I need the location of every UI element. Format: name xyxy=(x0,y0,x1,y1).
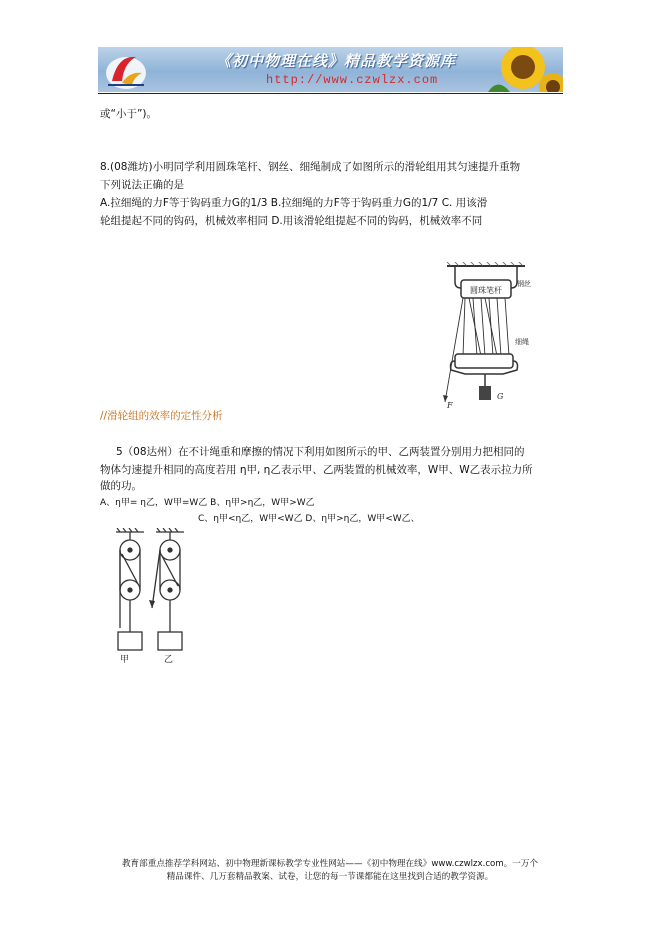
q5-stem-line2: 物体匀速提升相同的高度若用 η甲, η乙表示甲、乙两装置的机械效率，W甲、W乙表示拉力所 xyxy=(100,464,533,476)
label-jia: 甲 xyxy=(120,655,130,663)
sunflower-decoration xyxy=(488,47,563,92)
rope-strands xyxy=(463,298,509,356)
previous-answer-tail: 或“小于”)。 xyxy=(100,108,157,120)
section-heading: //滑轮组的效率的定性分析 xyxy=(100,410,223,422)
q8-options-line1: A.拉细绳的力F等于钩码重力G的1/3 B.拉细绳的力F等于钩码重力G的1/7 C. 用该滑 xyxy=(100,197,488,209)
logo-icon xyxy=(106,57,146,89)
q8-stem-line1: 8.(08潍坊)小明同学利用圆珠笔杆、钢丝、细绳制成了如图所示的滑轮组用其匀速提升重物 xyxy=(100,161,521,173)
q5-ceilings xyxy=(116,528,184,532)
pull-rope xyxy=(445,298,463,402)
banner-url: http://www.czwlzx.com xyxy=(266,73,439,87)
q8-stem-line2: 下列说法正确的是 xyxy=(100,179,184,191)
label-yi: 乙 xyxy=(164,655,174,663)
label-wire: 钢丝 xyxy=(517,280,531,288)
label-rope: 细绳 xyxy=(515,338,529,346)
q5-stem-line3: 做的功。 xyxy=(100,480,142,492)
label-pen: 圆珠笔杆 xyxy=(470,286,502,295)
page-footer xyxy=(95,858,565,884)
q5-options-cd: C、η甲<η乙，W甲<W乙 D、η甲>η乙，W甲<W乙、 xyxy=(198,514,420,524)
pulley-system-yi xyxy=(152,532,182,650)
header-divider xyxy=(98,93,563,94)
q8-options-line2: 轮组提起不同的钩码，机械效率相同 D.用该滑轮组提起不同的钩码，机械效率不同 xyxy=(100,215,483,227)
q5-options-ab: A、η甲= η乙，W甲=W乙 B、η甲>η乙，W甲>W乙 xyxy=(100,498,315,508)
pulley-system-jia xyxy=(118,532,142,650)
banner-title: 《初中物理在线》精品教学资源库 xyxy=(216,52,457,70)
label-F: F xyxy=(447,401,453,410)
footer-line1: 教育部重点推荐学科网站、初中物理新课标教学专业性网站——《初中物理在线》www.czwlzx.com。一万个 xyxy=(121,859,539,869)
weight-block xyxy=(479,386,491,400)
header-banner xyxy=(98,47,563,92)
pen-tube-bottom xyxy=(455,354,513,368)
q8-pulley-figure xyxy=(425,262,540,412)
q5-pulley-figure xyxy=(108,528,218,663)
pull-arrow-icon xyxy=(149,600,155,608)
q5-stem-line1: 5（08达州）在不计绳重和摩擦的情况下利用如图所示的甲、乙两装置分别用力把相同的 xyxy=(116,446,525,458)
footer-line2: 精品课件、几万套精品教案、试卷，让您的每一节课都能在这里找到合适的教学资源。 xyxy=(166,872,494,882)
label-G: G xyxy=(497,392,504,401)
